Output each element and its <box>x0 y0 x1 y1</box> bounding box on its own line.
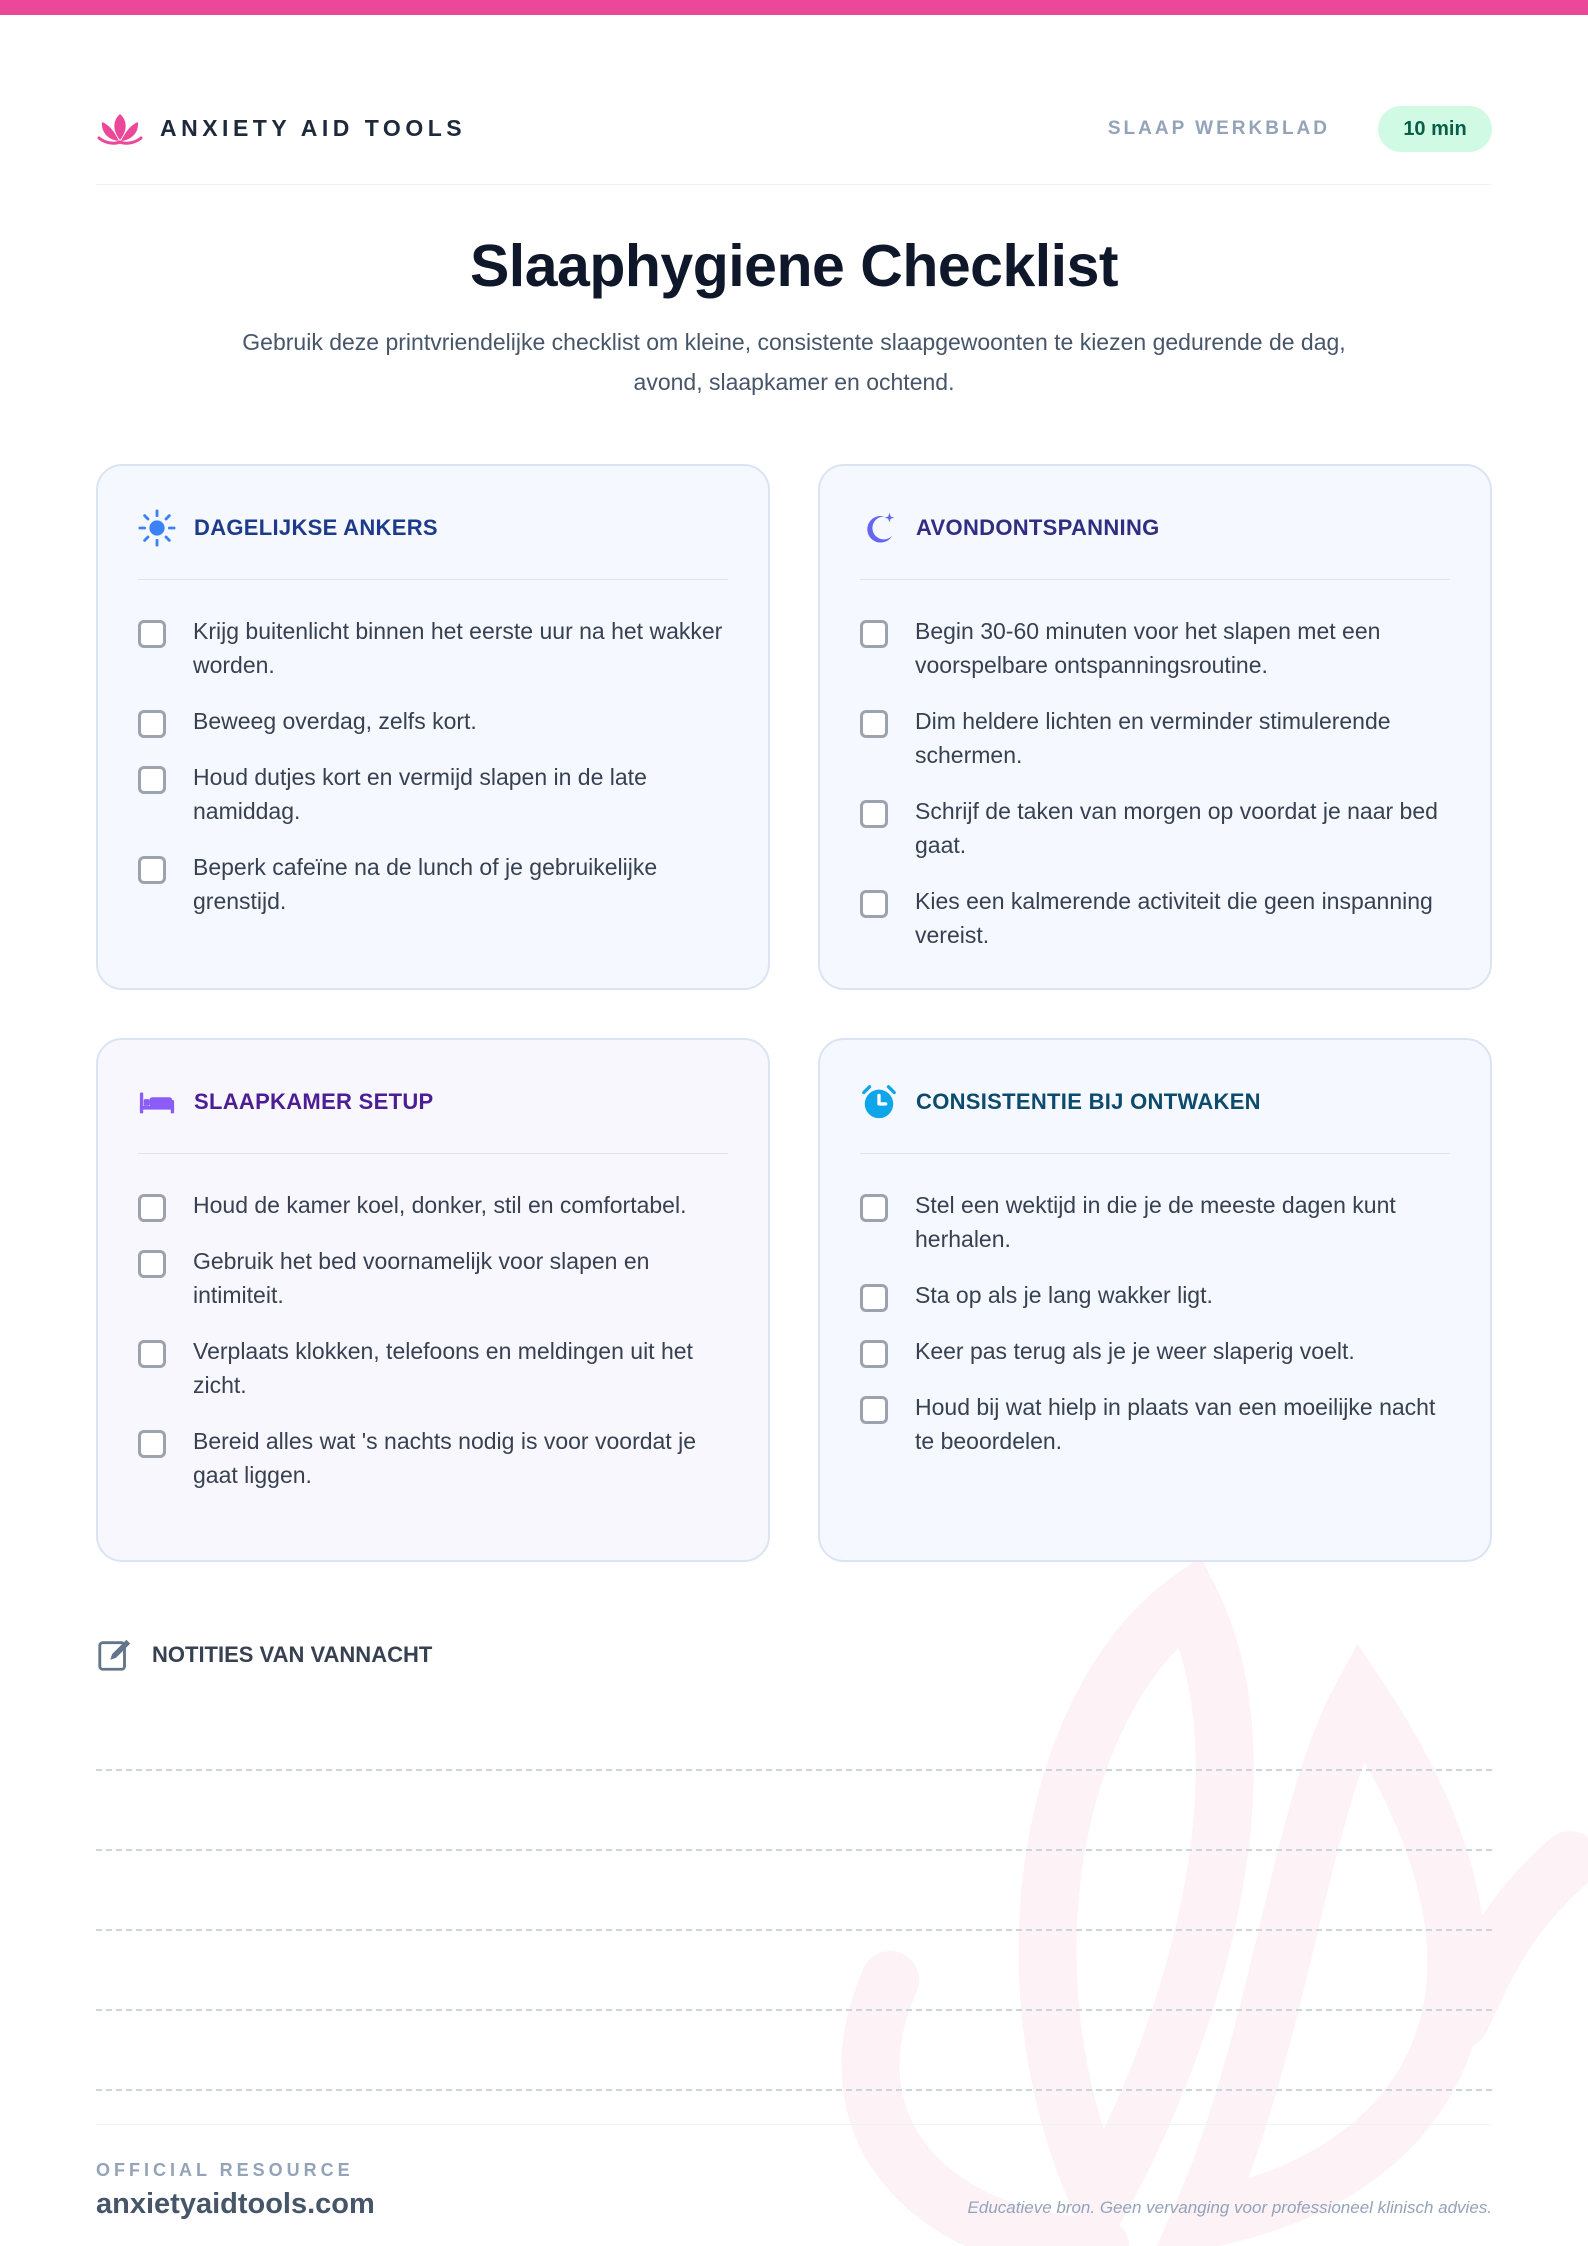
notes-writing-line[interactable] <box>96 1769 1492 1771</box>
checkbox[interactable] <box>860 1284 888 1312</box>
lotus-icon <box>96 108 144 148</box>
checklist-item <box>138 1334 738 1402</box>
checklist-item <box>860 1188 1460 1256</box>
checkbox[interactable] <box>860 1396 888 1424</box>
checkbox[interactable] <box>860 1340 888 1368</box>
checklist-item-text: Gebruik het bed voornamelijk voor slapen en intimiteit. <box>193 1248 650 1308</box>
checkbox[interactable] <box>138 856 166 884</box>
section-card-wake-consistency <box>818 1038 1492 1562</box>
section-header <box>138 1040 728 1154</box>
checkbox[interactable] <box>860 890 888 918</box>
bed-icon <box>138 1083 176 1121</box>
footer-site-link[interactable]: anxietyaidtools.com <box>96 2188 375 2220</box>
checkbox[interactable] <box>860 710 888 738</box>
checkbox[interactable] <box>138 1430 166 1458</box>
footer-disclaimer: Educatieve bron. Geen vervanging voor professioneel klinisch advies. <box>967 2198 1492 2217</box>
checklist-item <box>860 704 1460 772</box>
checklist-item <box>860 614 1460 682</box>
checkbox[interactable] <box>138 1194 166 1222</box>
top-accent-bar <box>0 0 1588 15</box>
checklist-item-text: Beweeg overdag, zelfs kort. <box>193 708 477 734</box>
checklist-item-text: Beperk cafeïne na de lunch of je gebruikelijke grenstijd. <box>193 854 658 914</box>
checklist-item-text: Houd dutjes kort en vermijd slapen in de late namiddag. <box>193 764 647 824</box>
checkbox[interactable] <box>138 710 166 738</box>
section-title: CONSISTENTIE BIJ ONTWAKEN <box>916 1088 1261 1114</box>
checklist-item <box>860 794 1460 862</box>
checkbox[interactable] <box>138 1250 166 1278</box>
section-header <box>138 466 728 580</box>
page-subtitle: Gebruik deze printvriendelijke checklist om kleine, consistente slaapgewoonten te kiezen gedurende de dag, avond, slaapkamer en ochtend. <box>242 329 1346 395</box>
edit-note-icon <box>96 1636 134 1674</box>
checklist-item-text: Krijg buitenlicht binnen het eerste uur na het wakker worden. <box>193 618 723 678</box>
section-card-evening-relaxation <box>818 464 1492 990</box>
checklist-item-text: Houd bij wat hielp in plaats van een moeilijke nacht te beoordelen. <box>915 1394 1436 1454</box>
checklist <box>860 1188 1460 1480</box>
brand-name: ANXIETY AID TOOLS <box>160 114 467 141</box>
checklist-item-text: Bereid alles wat 's nachts nodig is voor voordat je gaat liggen. <box>193 1428 696 1488</box>
checklist-item <box>138 850 738 918</box>
checklist-item-text: Schrijf de taken van morgen op voordat je naar bed gaat. <box>915 798 1438 858</box>
sun-icon <box>138 509 176 547</box>
checklist-item-text: Kies een kalmerende activiteit die geen inspanning vereist. <box>915 888 1433 948</box>
footer-kicker: OFFICIAL RESOURCE <box>96 2160 354 2180</box>
checklist-item-text: Sta op als je lang wakker ligt. <box>915 1282 1213 1308</box>
checklist <box>860 614 1460 974</box>
section-title: AVONDONTSPANNING <box>916 514 1160 540</box>
checkbox[interactable] <box>138 766 166 794</box>
checklist-item-text: Begin 30-60 minuten voor het slapen met een voorspelbare ontspanningsroutine. <box>915 618 1381 678</box>
checklist-item-text: Dim heldere lichten en verminder stimulerende schermen. <box>915 708 1391 768</box>
time-badge: 10 min <box>1378 106 1492 152</box>
brand <box>96 108 466 148</box>
checklist-item <box>138 1188 738 1222</box>
checklist-item <box>138 704 738 738</box>
checkbox[interactable] <box>138 1340 166 1368</box>
lotus-watermark-icon <box>800 1560 1588 2246</box>
section-title: SLAAPKAMER SETUP <box>194 1088 434 1114</box>
moon-icon <box>860 509 898 547</box>
section-card-bedroom-setup <box>96 1038 770 1562</box>
section-card-daily-anchors <box>96 464 770 990</box>
checklist-item <box>860 1390 1460 1458</box>
checklist-item-text: Houd de kamer koel, donker, stil en comfortabel. <box>193 1192 687 1218</box>
page-title: Slaaphygiene Checklist <box>469 233 1119 299</box>
checklist-item-text: Stel een wektijd in die je de meeste dagen kunt herhalen. <box>915 1192 1396 1252</box>
checkbox[interactable] <box>860 1194 888 1222</box>
checklist-item <box>860 1278 1460 1312</box>
checklist-item <box>138 614 738 682</box>
notes-writing-line[interactable] <box>96 2089 1492 2091</box>
checklist-item <box>138 1244 738 1312</box>
checkbox[interactable] <box>138 620 166 648</box>
checklist-item <box>138 760 738 828</box>
footer-divider <box>96 2124 1492 2125</box>
checkbox[interactable] <box>860 800 888 828</box>
checklist-item <box>138 1424 738 1492</box>
notes-header <box>96 1636 432 1674</box>
checklist-item-text: Keer pas terug als je je weer slaperig voelt. <box>915 1338 1355 1364</box>
section-title: DAGELIJKSE ANKERS <box>194 514 438 540</box>
checklist <box>138 614 738 940</box>
worksheet-label: SLAAP WERKBLAD <box>1107 118 1330 139</box>
checklist-item <box>860 884 1460 952</box>
page-header <box>96 104 1492 185</box>
section-header <box>860 466 1450 580</box>
checklist-item-text: Verplaats klokken, telefoons en meldingen uit het zicht. <box>193 1338 693 1398</box>
section-header <box>860 1040 1450 1154</box>
checklist <box>138 1188 738 1514</box>
notes-title: NOTITIES VAN VANNACHT <box>152 1642 433 1667</box>
checkbox[interactable] <box>860 620 888 648</box>
notes-writing-line[interactable] <box>96 1929 1492 1931</box>
notes-writing-line[interactable] <box>96 1849 1492 1851</box>
notes-writing-line[interactable] <box>96 2009 1492 2011</box>
alarm-clock-icon <box>860 1083 898 1121</box>
checklist-item <box>860 1334 1460 1368</box>
